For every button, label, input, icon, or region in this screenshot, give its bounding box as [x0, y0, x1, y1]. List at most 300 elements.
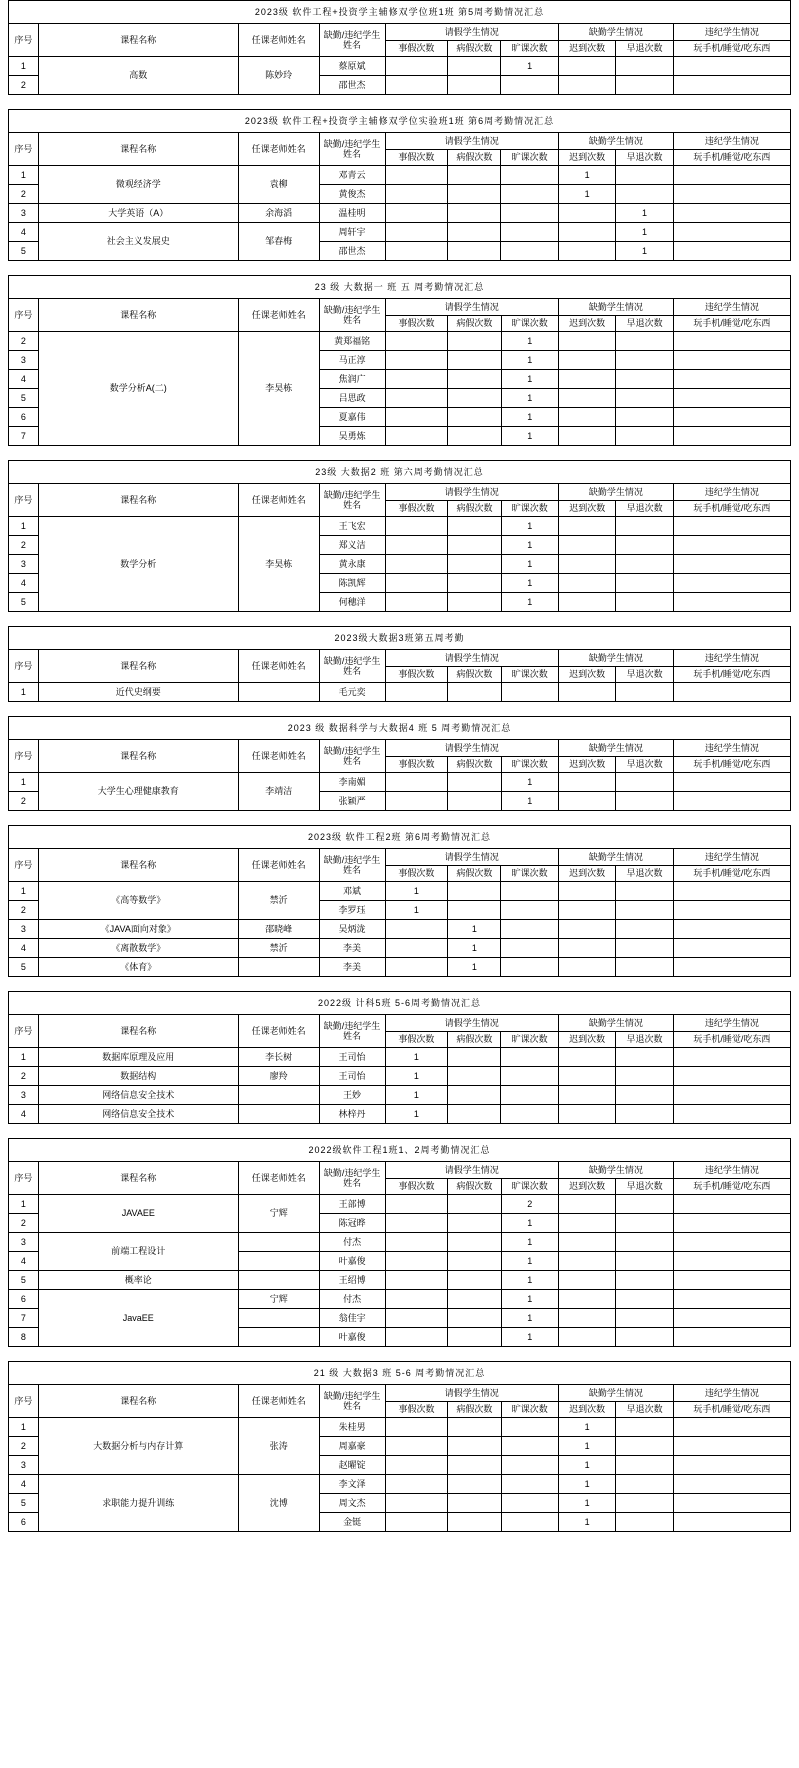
cell-truancy: 1: [501, 792, 558, 811]
header-leave-group: 请假学生情况: [385, 1385, 558, 1402]
cell-student: 陈冠晔: [319, 1214, 385, 1233]
cell-violation: [673, 1214, 790, 1233]
cell-truancy: [501, 204, 558, 223]
cell-truancy: 1: [501, 427, 558, 446]
cell-teacher: 张涛: [238, 1418, 319, 1475]
attendance-table: [8, 991, 791, 1124]
header-teacher: 任课老师姓名: [238, 740, 319, 773]
table-title: 2023级 软件工程+投资学主辅修双学位班1班 第5周考勤情况汇总: [9, 1, 791, 24]
cell-seq: 7: [9, 1309, 39, 1328]
cell-sick-leave: [448, 1067, 501, 1086]
cell-late: [558, 204, 615, 223]
header-affair-leave: 事假次数: [385, 1179, 448, 1195]
cell-violation: [673, 1328, 790, 1347]
cell-early-leave: [616, 555, 673, 574]
cell-seq: 5: [9, 1494, 39, 1513]
header-absent-group: 缺勤学生情况: [558, 650, 673, 667]
cell-late: [558, 1309, 615, 1328]
cell-sick-leave: [448, 882, 501, 901]
cell-early-leave: [616, 351, 673, 370]
cell-affair-leave: 1: [385, 882, 448, 901]
header-late: 迟到次数: [558, 866, 615, 882]
cell-truancy: [501, 1105, 558, 1124]
cell-student: 李南媚: [319, 773, 385, 792]
cell-student: 林梓丹: [319, 1105, 385, 1124]
cell-truancy: 1: [501, 1309, 558, 1328]
cell-sick-leave: [448, 332, 501, 351]
cell-seq: 3: [9, 1086, 39, 1105]
attendance-table-block: [8, 460, 791, 612]
table-row: [9, 1086, 791, 1105]
header-student: 缺勤/违纪学生姓名: [319, 650, 385, 683]
cell-sick-leave: [448, 1456, 501, 1475]
header-course: 课程名称: [38, 740, 238, 773]
cell-truancy: [501, 920, 558, 939]
header-violation: 玩手机/睡觉/吃东西: [673, 1032, 790, 1048]
cell-early-leave: [616, 1252, 673, 1271]
cell-sick-leave: [448, 1252, 501, 1271]
cell-truancy: 1: [501, 1271, 558, 1290]
header-violation-group: 违纪学生情况: [673, 24, 790, 41]
attendance-table-block: [8, 1138, 791, 1347]
cell-late: [558, 958, 615, 977]
header-sick-leave: 病假次数: [448, 41, 501, 57]
cell-truancy: 1: [501, 555, 558, 574]
cell-teacher: [238, 1252, 319, 1271]
cell-affair-leave: 1: [385, 1067, 448, 1086]
cell-teacher: [238, 683, 319, 702]
cell-teacher: 宁辉: [238, 1195, 319, 1233]
header-truancy: 旷课次数: [501, 501, 558, 517]
cell-violation: [673, 683, 790, 702]
cell-truancy: 2: [501, 1195, 558, 1214]
table-row: [9, 1418, 791, 1437]
cell-seq: 3: [9, 1456, 39, 1475]
header-late: 迟到次数: [558, 150, 615, 166]
cell-student: 黄永康: [319, 555, 385, 574]
cell-sick-leave: 1: [448, 958, 501, 977]
header-sick-leave: 病假次数: [448, 1032, 501, 1048]
cell-truancy: [501, 1048, 558, 1067]
cell-affair-leave: [385, 185, 448, 204]
header-early-leave: 早退次数: [616, 316, 673, 332]
cell-seq: 5: [9, 1271, 39, 1290]
cell-teacher: 邵晓峰: [238, 920, 319, 939]
cell-late: 1: [558, 185, 615, 204]
header-violation-group: 违纪学生情况: [673, 299, 790, 316]
cell-truancy: [501, 1418, 558, 1437]
cell-truancy: 1: [501, 57, 558, 76]
cell-course: 《高等数学》: [38, 882, 238, 920]
cell-sick-leave: [448, 1290, 501, 1309]
cell-student: 黄郑福铭: [319, 332, 385, 351]
table-row: [9, 882, 791, 901]
table-row: [9, 1475, 791, 1494]
header-violation: 玩手机/睡觉/吃东西: [673, 866, 790, 882]
cell-course: 《体育》: [38, 958, 238, 977]
table-row: [9, 1105, 791, 1124]
cell-truancy: [501, 223, 558, 242]
cell-truancy: 1: [501, 389, 558, 408]
header-sick-leave: 病假次数: [448, 866, 501, 882]
cell-sick-leave: [448, 389, 501, 408]
cell-teacher: [238, 1233, 319, 1252]
cell-violation: [673, 332, 790, 351]
cell-course: 高数: [38, 57, 238, 95]
header-teacher: 任课老师姓名: [238, 484, 319, 517]
header-teacher: 任课老师姓名: [238, 1385, 319, 1418]
cell-violation: [673, 1494, 790, 1513]
cell-student: 吴炳泷: [319, 920, 385, 939]
cell-late: [558, 57, 615, 76]
cell-course: 社会主义发展史: [38, 223, 238, 261]
cell-student: 吴勇炼: [319, 427, 385, 446]
cell-affair-leave: [385, 555, 448, 574]
cell-student: 焦润广: [319, 370, 385, 389]
header-absent-group: 缺勤学生情况: [558, 740, 673, 757]
cell-student: 金铤: [319, 1513, 385, 1532]
cell-early-leave: [616, 593, 673, 612]
header-student: 缺勤/违纪学生姓名: [319, 299, 385, 332]
cell-truancy: 1: [501, 773, 558, 792]
cell-seq: 1: [9, 517, 39, 536]
cell-violation: [673, 389, 790, 408]
cell-affair-leave: [385, 958, 448, 977]
header-sick-leave: 病假次数: [448, 667, 501, 683]
cell-early-leave: [616, 683, 673, 702]
attendance-table-block: [8, 275, 791, 446]
cell-late: [558, 1214, 615, 1233]
cell-seq: 3: [9, 204, 39, 223]
cell-student: 毛元奕: [319, 683, 385, 702]
cell-affair-leave: [385, 408, 448, 427]
cell-affair-leave: [385, 166, 448, 185]
cell-violation: [673, 517, 790, 536]
cell-sick-leave: [448, 1195, 501, 1214]
cell-early-leave: [616, 882, 673, 901]
cell-student: 李美: [319, 939, 385, 958]
cell-seq: 7: [9, 427, 39, 446]
header-early-leave: 早退次数: [616, 1032, 673, 1048]
header-early-leave: 早退次数: [616, 41, 673, 57]
cell-violation: [673, 408, 790, 427]
cell-truancy: 1: [501, 1214, 558, 1233]
cell-late: [558, 939, 615, 958]
cell-truancy: [501, 882, 558, 901]
cell-sick-leave: [448, 792, 501, 811]
cell-truancy: [501, 1437, 558, 1456]
cell-seq: 3: [9, 920, 39, 939]
cell-affair-leave: [385, 773, 448, 792]
header-absent-group: 缺勤学生情况: [558, 849, 673, 866]
table-row: [9, 1271, 791, 1290]
cell-student: 周嘉豪: [319, 1437, 385, 1456]
table-title: 2022级软件工程1班1、2周考勤情况汇总: [9, 1139, 791, 1162]
header-teacher: 任课老师姓名: [238, 650, 319, 683]
cell-sick-leave: [448, 1233, 501, 1252]
header-early-leave: 早退次数: [616, 866, 673, 882]
header-early-leave: 早退次数: [616, 150, 673, 166]
cell-early-leave: [616, 1105, 673, 1124]
cell-late: 1: [558, 1418, 615, 1437]
cell-course: 前端工程设计: [38, 1233, 238, 1271]
cell-sick-leave: [448, 1437, 501, 1456]
cell-truancy: [501, 242, 558, 261]
cell-violation: [673, 76, 790, 95]
cell-seq: 2: [9, 1067, 39, 1086]
header-violation-group: 违纪学生情况: [673, 740, 790, 757]
cell-seq: 1: [9, 1418, 39, 1437]
cell-student: 李美: [319, 958, 385, 977]
cell-affair-leave: [385, 536, 448, 555]
cell-late: [558, 1271, 615, 1290]
cell-truancy: 1: [501, 1290, 558, 1309]
cell-seq: 1: [9, 1195, 39, 1214]
header-seq: 序号: [9, 1015, 39, 1048]
cell-teacher: 余海滔: [238, 204, 319, 223]
cell-early-leave: [616, 408, 673, 427]
cell-violation: [673, 1475, 790, 1494]
header-affair-leave: 事假次数: [385, 1402, 448, 1418]
header-seq: 序号: [9, 849, 39, 882]
header-sick-leave: 病假次数: [448, 501, 501, 517]
header-seq: 序号: [9, 299, 39, 332]
cell-seq: 2: [9, 76, 39, 95]
table-title: 2023 级 数据科学与大数据4 班 5 周考勤情况汇总: [9, 717, 791, 740]
cell-early-leave: [616, 57, 673, 76]
cell-course: 数学分析A(二): [38, 332, 238, 446]
cell-sick-leave: [448, 166, 501, 185]
cell-late: [558, 1105, 615, 1124]
cell-seq: 6: [9, 1290, 39, 1309]
cell-early-leave: [616, 920, 673, 939]
header-affair-leave: 事假次数: [385, 150, 448, 166]
header-violation: 玩手机/睡觉/吃东西: [673, 41, 790, 57]
cell-early-leave: [616, 332, 673, 351]
cell-violation: [673, 958, 790, 977]
header-teacher: 任课老师姓名: [238, 1162, 319, 1195]
cell-sick-leave: [448, 57, 501, 76]
header-affair-leave: 事假次数: [385, 41, 448, 57]
cell-violation: [673, 1105, 790, 1124]
header-early-leave: 早退次数: [616, 501, 673, 517]
cell-student: 朱桂男: [319, 1418, 385, 1437]
table-row: [9, 166, 791, 185]
cell-seq: 5: [9, 958, 39, 977]
table-title: 2022级 计科5班 5-6周考勤情况汇总: [9, 992, 791, 1015]
cell-early-leave: [616, 76, 673, 95]
cell-early-leave: [616, 1513, 673, 1532]
cell-course: 数据库原理及应用: [38, 1048, 238, 1067]
cell-sick-leave: [448, 1494, 501, 1513]
cell-course: 求职能力提升训练: [38, 1475, 238, 1532]
cell-early-leave: 1: [616, 223, 673, 242]
cell-seq: 6: [9, 408, 39, 427]
cell-student: 王司怡: [319, 1067, 385, 1086]
cell-course: 概率论: [38, 1271, 238, 1290]
cell-violation: [673, 882, 790, 901]
cell-seq: 4: [9, 1475, 39, 1494]
cell-teacher: 袁柳: [238, 166, 319, 204]
table-row: [9, 517, 791, 536]
cell-student: 叶嘉俊: [319, 1252, 385, 1271]
cell-affair-leave: 1: [385, 901, 448, 920]
attendance-table: [8, 626, 791, 702]
cell-early-leave: [616, 1494, 673, 1513]
header-late: 迟到次数: [558, 667, 615, 683]
table-title: 2023级 软件工程2班 第6周考勤情况汇总: [9, 826, 791, 849]
attendance-table: [8, 1138, 791, 1347]
cell-violation: [673, 1086, 790, 1105]
cell-affair-leave: [385, 1252, 448, 1271]
cell-late: [558, 1290, 615, 1309]
cell-affair-leave: [385, 223, 448, 242]
cell-late: [558, 242, 615, 261]
cell-seq: 2: [9, 332, 39, 351]
header-truancy: 旷课次数: [501, 41, 558, 57]
header-student: 缺勤/违纪学生姓名: [319, 1385, 385, 1418]
cell-teacher: 李靖洁: [238, 773, 319, 811]
cell-student: 邵世杰: [319, 242, 385, 261]
header-absent-group: 缺勤学生情况: [558, 299, 673, 316]
cell-early-leave: [616, 1475, 673, 1494]
attendance-table-block: [8, 0, 791, 95]
cell-seq: 4: [9, 939, 39, 958]
cell-truancy: 1: [501, 370, 558, 389]
header-affair-leave: 事假次数: [385, 757, 448, 773]
cell-truancy: 1: [501, 332, 558, 351]
cell-affair-leave: 1: [385, 1105, 448, 1124]
table-row: [9, 683, 791, 702]
cell-teacher: 宁辉: [238, 1290, 319, 1309]
header-late: 迟到次数: [558, 41, 615, 57]
cell-late: [559, 555, 616, 574]
cell-early-leave: [616, 1233, 673, 1252]
cell-seq: 1: [9, 773, 39, 792]
cell-early-leave: [616, 792, 673, 811]
cell-seq: 1: [9, 683, 39, 702]
cell-early-leave: [616, 773, 673, 792]
header-violation: 玩手机/睡觉/吃东西: [673, 316, 790, 332]
cell-truancy: [501, 185, 558, 204]
cell-violation: [673, 351, 790, 370]
cell-late: [558, 882, 615, 901]
cell-late: 1: [558, 1513, 615, 1532]
cell-affair-leave: [385, 1418, 448, 1437]
attendance-table: [8, 0, 791, 95]
header-leave-group: 请假学生情况: [385, 740, 558, 757]
cell-late: [558, 901, 615, 920]
cell-violation: [673, 536, 790, 555]
cell-late: [559, 574, 616, 593]
header-absent-group: 缺勤学生情况: [558, 1015, 673, 1032]
cell-violation: [673, 792, 790, 811]
header-violation-group: 违纪学生情况: [673, 1385, 790, 1402]
cell-student: 夏嘉伟: [319, 408, 385, 427]
header-student: 缺勤/违纪学生姓名: [319, 133, 385, 166]
cell-truancy: [501, 1067, 558, 1086]
cell-seq: 4: [9, 574, 39, 593]
cell-affair-leave: 1: [385, 1048, 448, 1067]
header-course: 课程名称: [38, 1162, 238, 1195]
cell-sick-leave: [448, 1086, 501, 1105]
cell-late: 1: [558, 166, 615, 185]
cell-sick-leave: [448, 555, 501, 574]
cell-truancy: [501, 1513, 558, 1532]
header-seq: 序号: [9, 133, 39, 166]
header-violation: 玩手机/睡觉/吃东西: [673, 501, 790, 517]
cell-seq: 2: [9, 1214, 39, 1233]
cell-sick-leave: [448, 427, 501, 446]
cell-sick-leave: [448, 517, 501, 536]
cell-teacher: 李昊栋: [238, 332, 319, 446]
cell-seq: 1: [9, 166, 39, 185]
cell-course: 近代史纲要: [38, 683, 238, 702]
table-row: [9, 958, 791, 977]
attendance-table: [8, 460, 791, 612]
cell-violation: [673, 223, 790, 242]
cell-teacher: 李昊栋: [238, 517, 319, 612]
cell-affair-leave: [385, 1513, 448, 1532]
cell-early-leave: [616, 1067, 673, 1086]
table-title: 23 级 大数据一 班 五 周考勤情况汇总: [9, 276, 791, 299]
cell-late: [558, 389, 615, 408]
cell-sick-leave: [448, 1309, 501, 1328]
cell-course: JAVAEE: [38, 1195, 238, 1233]
cell-late: [559, 536, 616, 555]
table-row: [9, 1233, 791, 1252]
attendance-table: [8, 716, 791, 811]
cell-seq: 6: [9, 1513, 39, 1532]
cell-teacher: [238, 1086, 319, 1105]
header-seq: 序号: [9, 650, 39, 683]
cell-affair-leave: [385, 351, 448, 370]
cell-violation: [673, 1252, 790, 1271]
cell-early-leave: [616, 427, 673, 446]
cell-violation: [673, 242, 790, 261]
cell-violation: [673, 574, 790, 593]
header-leave-group: 请假学生情况: [385, 133, 558, 150]
header-leave-group: 请假学生情况: [385, 650, 558, 667]
table-row: [9, 332, 791, 351]
cell-seq: 3: [9, 1233, 39, 1252]
cell-student: 周轩宇: [319, 223, 385, 242]
header-early-leave: 早退次数: [616, 667, 673, 683]
cell-early-leave: 1: [616, 204, 673, 223]
header-leave-group: 请假学生情况: [385, 24, 558, 41]
cell-truancy: 1: [501, 593, 558, 612]
cell-early-leave: [616, 1195, 673, 1214]
cell-truancy: 1: [501, 574, 558, 593]
cell-late: 1: [558, 1475, 615, 1494]
attendance-table-block: [8, 991, 791, 1124]
header-truancy: 旷课次数: [501, 757, 558, 773]
cell-truancy: 1: [501, 1233, 558, 1252]
cell-late: [558, 1328, 615, 1347]
header-truancy: 旷课次数: [501, 1032, 558, 1048]
cell-affair-leave: [385, 1328, 448, 1347]
header-violation: 玩手机/睡觉/吃东西: [673, 150, 790, 166]
cell-late: 1: [558, 1494, 615, 1513]
cell-violation: [673, 166, 790, 185]
cell-affair-leave: [385, 370, 448, 389]
header-early-leave: 早退次数: [616, 1179, 673, 1195]
cell-late: [558, 1086, 615, 1105]
cell-sick-leave: [448, 901, 501, 920]
cell-seq: 4: [9, 223, 39, 242]
cell-violation: [673, 773, 790, 792]
header-violation-group: 违纪学生情况: [673, 484, 790, 501]
